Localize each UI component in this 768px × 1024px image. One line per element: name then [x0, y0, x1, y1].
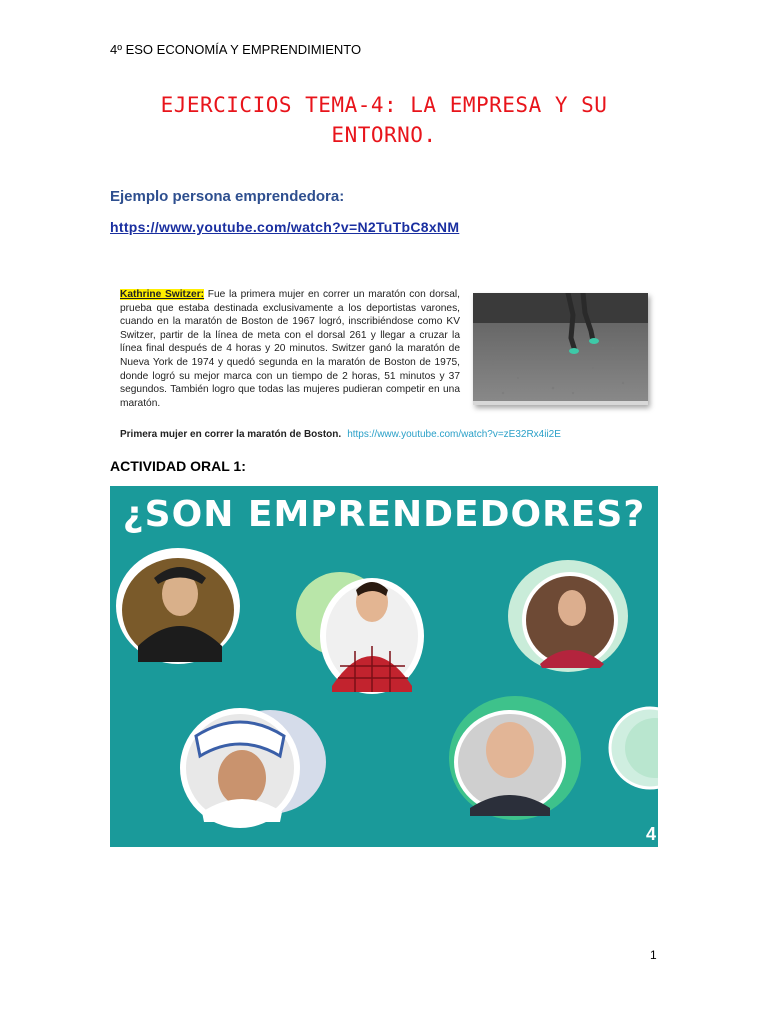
runner-photo-art — [473, 293, 648, 405]
article-body: Fue la primera mujer en correr un maratón con dorsal, prueba que estaba destinada exclusivamente a los deportistas varones, cuando en la maratón de Boston de 1967 logró, inscribiéndose como KV Switzer, partir de la línea de meta con el dorsal 261 y llegar a cruzar la línea final después de 4 horas y 20 minutos. Switzer ganó la maratón de Nueva York de 1974 y quedó segunda en la maratón de Boston de 1975, donde logró su mejor marca con un tiempo de 2 horas, 51 minutos y 37 segundos. También logro que todas las mujeres pudieran competir en una maratón. — [120, 289, 460, 409]
example-heading: Ejemplo persona emprendedora: — [110, 188, 345, 205]
article-caption — [120, 429, 561, 440]
entrepreneurs-poster — [110, 486, 658, 847]
article-text — [120, 288, 460, 410]
header-course: 4º ESO ECONOMÍA Y EMPRENDIMIENTO — [110, 42, 362, 57]
portrait-young-man — [296, 572, 424, 694]
portrait-columbus — [116, 548, 240, 664]
article-caption-link[interactable]: https://www.youtube.com/watch?v=zE32Rx4ii2E — [347, 429, 561, 440]
page-title-line1: EJERCICIOS TEMA-4: LA EMPRESA Y SU — [160, 93, 608, 117]
runner-photo — [473, 293, 648, 405]
decorative-circles — [610, 708, 658, 788]
article-name-highlight: Kathrine Switzer: — [120, 289, 205, 300]
poster-art — [110, 486, 658, 847]
example-link[interactable]: https://www.youtube.com/watch?v=N2TuTbC8xNM — [110, 219, 460, 235]
portrait-woman — [508, 560, 628, 672]
activity-label: ACTIVIDAD ORAL 1: — [110, 458, 246, 474]
poster-title: ¿SON EMPRENDEDORES? — [122, 494, 646, 535]
page-number: 1 — [650, 948, 657, 962]
poster-corner-number: 4 — [645, 824, 656, 844]
portrait-bald-man — [449, 696, 581, 820]
article-caption-text: Primera mujer en correr la maratón de Boston. — [120, 429, 342, 440]
page-title-line2: ENTORNO. — [331, 123, 437, 147]
portrait-nun — [180, 708, 326, 828]
